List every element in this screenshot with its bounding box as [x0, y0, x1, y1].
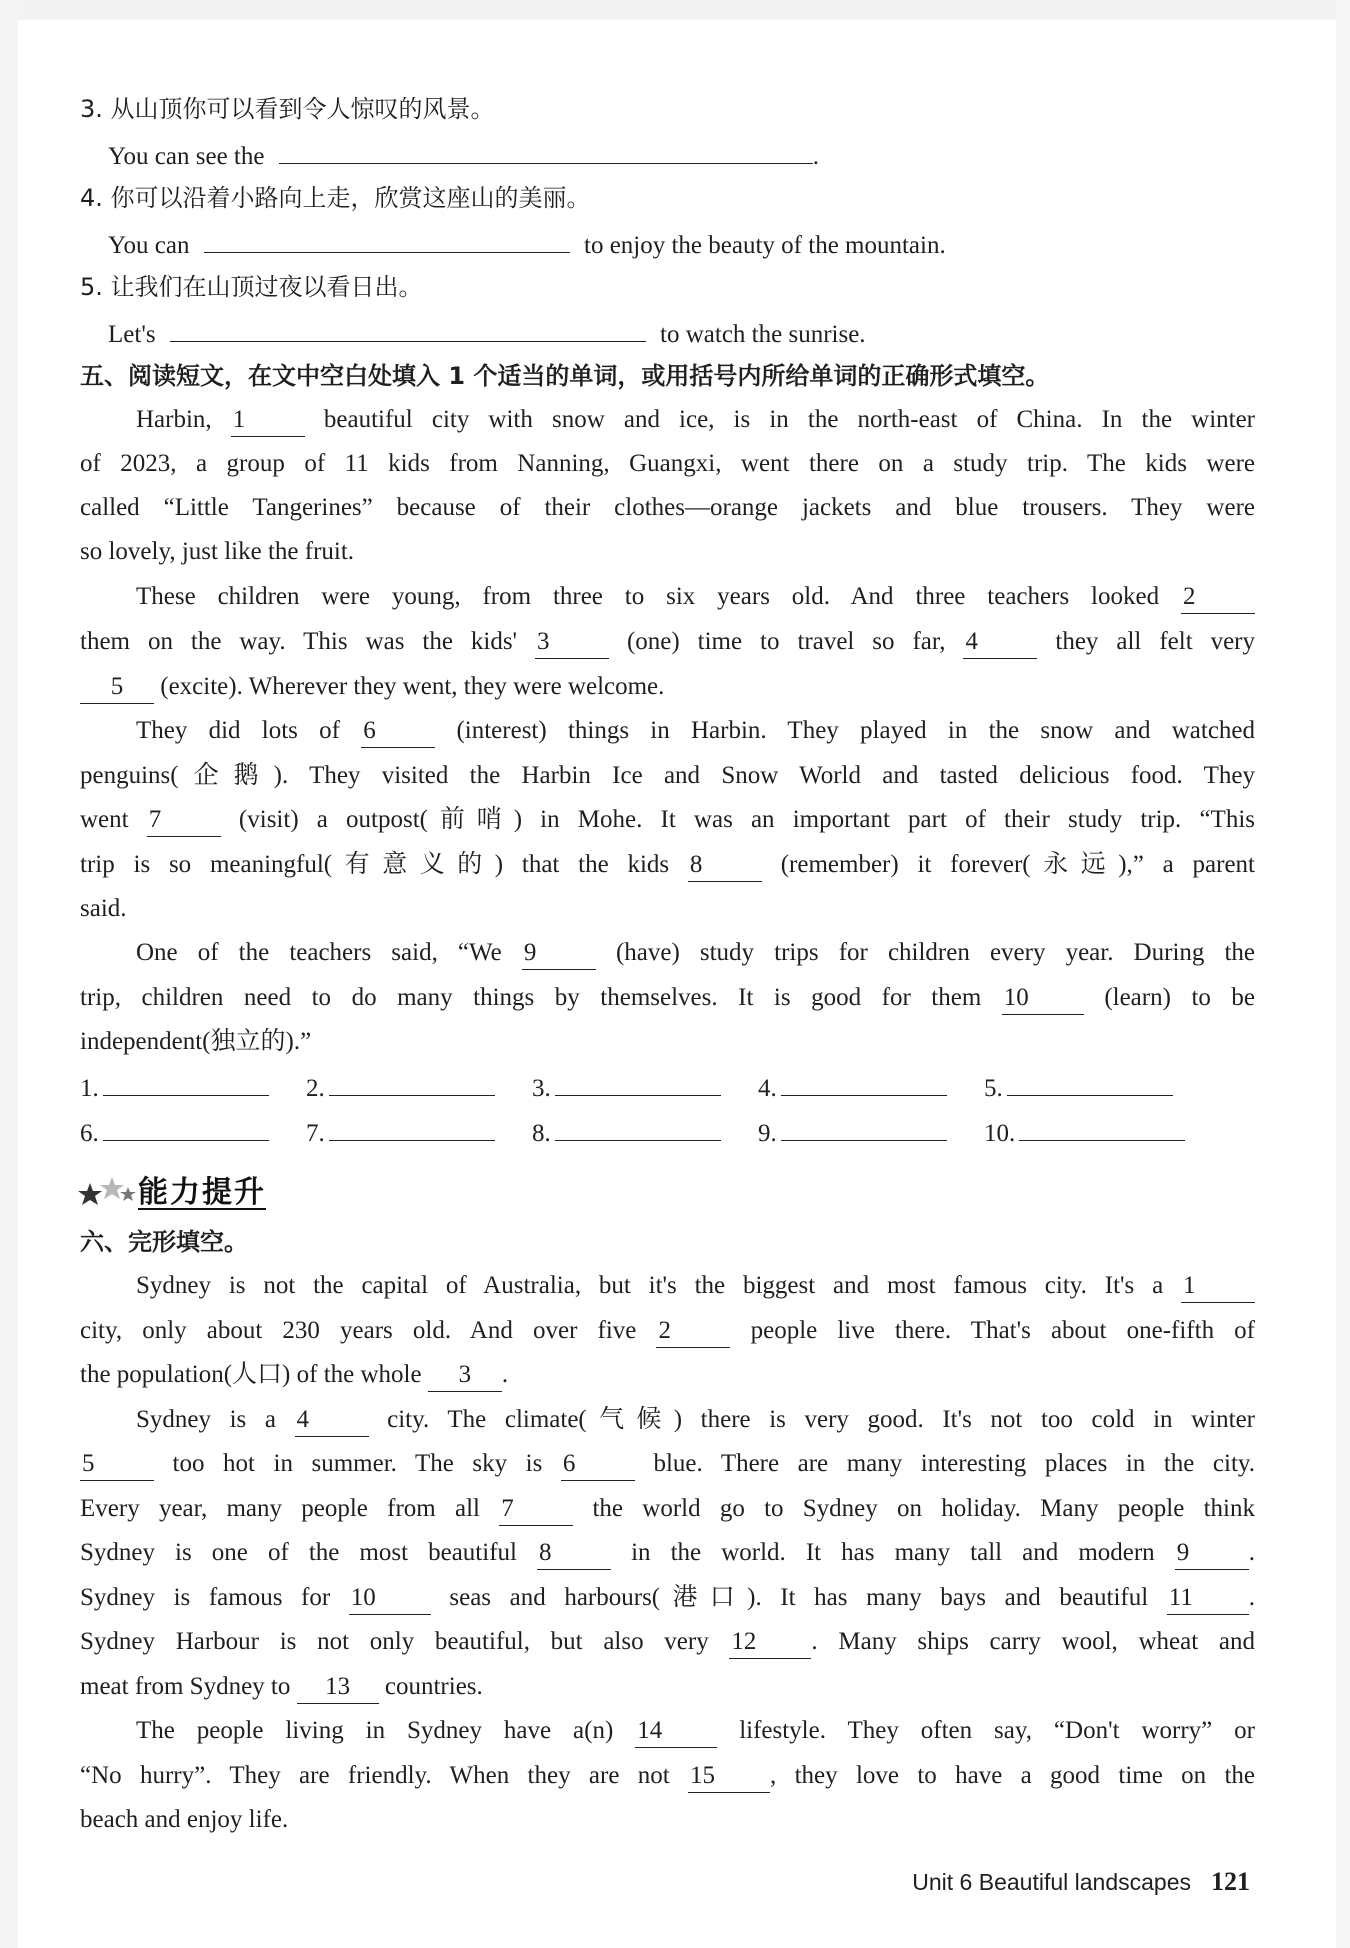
- cloze-blank-13[interactable]: 13: [297, 1671, 379, 1704]
- passage-blank-1[interactable]: 1: [231, 404, 305, 437]
- passage-line: trip is so meaningful(有意义的) that the kids 8 (remember) it forever(永远),” a parent: [80, 843, 1255, 887]
- unit-title: Unit 6 Beautiful landscapes: [912, 1869, 1191, 1895]
- passage-blank-9[interactable]: 9: [522, 937, 596, 970]
- answer-field[interactable]: [555, 1065, 721, 1096]
- cloze-blank-14[interactable]: 14: [635, 1715, 717, 1748]
- passage-line: 5 (excite). Wherever they went, they were welcome.: [80, 665, 1255, 709]
- cloze-blank-8[interactable]: 8: [537, 1537, 611, 1570]
- scan-edge: [1336, 0, 1350, 1948]
- scan-edge: [0, 0, 18, 1948]
- cloze-blank-1[interactable]: 1: [1181, 1270, 1255, 1303]
- translation-answer-line: You can to enjoy the beauty of the mountain.: [108, 220, 1283, 264]
- cloze-blank-12[interactable]: 12: [729, 1626, 811, 1659]
- cloze-blank-9[interactable]: 9: [1175, 1537, 1249, 1570]
- answer-field[interactable]: [1019, 1110, 1185, 1141]
- passage-line: city, only about 230 years old. And over five 2 people live there. That's about one-fifth of: [80, 1309, 1255, 1353]
- passage-line: Sydney Harbour is not only beautiful, but also very 12 . Many ships carry wool, wheat and: [80, 1620, 1255, 1664]
- passage-line: went 7 (visit) a outpost(前哨) in Mohe. It was an important part of their study trip. “This: [80, 798, 1255, 842]
- scan-edge: [0, 0, 1350, 20]
- passage-line: Sydney is one of the most beautiful 8 in the world. It has many tall and modern 9 .: [80, 1531, 1255, 1575]
- answer-row: 1. 2. 3. 4. 5.: [80, 1065, 1255, 1109]
- passage-blank-4[interactable]: 4: [963, 626, 1037, 659]
- stars-icon: [76, 1163, 140, 1209]
- passage-blank-2[interactable]: 2: [1181, 581, 1255, 614]
- cloze-blank-2[interactable]: 2: [656, 1315, 730, 1348]
- cloze-blank-6[interactable]: 6: [561, 1448, 635, 1481]
- passage-line: the population(人口) of the whole 3 .: [80, 1353, 1255, 1397]
- answer-field[interactable]: [781, 1110, 947, 1141]
- passage-line: Sydney is famous for 10 seas and harbours(港口). It has many bays and beautiful 11 .: [80, 1576, 1255, 1620]
- passage-line: them on the way. This was the kids' 3 (one) time to travel so far, 4 they all felt very: [80, 620, 1255, 664]
- passage-line: so lovely, just like the fruit.: [80, 538, 355, 565]
- passage-blank-5[interactable]: 5: [80, 671, 154, 704]
- section-heading: 六、完形填空。: [80, 1228, 248, 1256]
- section-banner: [76, 1163, 296, 1213]
- passage-line: penguins(企鹅). They visited the Harbin Ice and Snow World and tasted delicious food. They: [80, 762, 1255, 789]
- translation-answer-line: You can see the .: [108, 131, 1283, 175]
- passage-blank-3[interactable]: 3: [535, 626, 609, 659]
- cloze-blank-3[interactable]: 3: [428, 1359, 502, 1392]
- passage-line: of 2023, a group of 11 kids from Nanning, Guangxi, went there on a study trip. The kids were: [80, 450, 1255, 477]
- answer-field[interactable]: [103, 1110, 269, 1141]
- passage-blank-6[interactable]: 6: [361, 715, 435, 748]
- page-footer: [0, 1862, 1250, 1902]
- cloze-blank-10[interactable]: 10: [349, 1582, 431, 1615]
- page-number: 121: [1211, 1867, 1250, 1896]
- passage-line: called “Little Tangerines” because of their clothes—orange jackets and blue trousers. They were: [80, 494, 1255, 521]
- passage-line: Sydney is a 4 city. The climate(气候) there is very good. It's not too cold in winter: [80, 1398, 1255, 1442]
- answer-blank[interactable]: [170, 309, 646, 342]
- passage-line: Sydney is not the capital of Australia, but it's the biggest and most famous city. It's a 1: [80, 1264, 1255, 1308]
- translation-answer-line: Let's to watch the sunrise.: [108, 309, 1283, 353]
- answer-field[interactable]: [781, 1065, 947, 1096]
- passage-line: One of the teachers said, “We 9 (have) study trips for children every year. During the: [80, 931, 1255, 975]
- answer-field[interactable]: [1007, 1065, 1173, 1096]
- section-heading: 五、阅读短文，在文中空白处填入 1 个适当的单词，或用括号内所给单词的正确形式填空。: [80, 362, 1050, 390]
- cloze-blank-11[interactable]: 11: [1167, 1582, 1249, 1615]
- banner-title: 能力提升: [138, 1175, 266, 1210]
- passage-line: 5 too hot in summer. The sky is 6 blue. There are many interesting places in the city.: [80, 1442, 1255, 1486]
- passage-line: The people living in Sydney have a(n) 14 lifestyle. They often say, “Don't worry” or: [80, 1709, 1255, 1753]
- passage-blank-10[interactable]: 10: [1002, 982, 1084, 1015]
- answer-field[interactable]: [329, 1065, 495, 1096]
- answer-field[interactable]: [329, 1110, 495, 1141]
- passage-blank-7[interactable]: 7: [147, 804, 221, 837]
- passage-line: “No hurry”. They are friendly. When they are not 15 , they love to have a good time on the: [80, 1754, 1255, 1798]
- passage-line: Every year, many people from all 7 the world go to Sydney on holiday. Many people think: [80, 1487, 1255, 1531]
- answer-field[interactable]: [555, 1110, 721, 1141]
- cloze-blank-7[interactable]: 7: [499, 1493, 573, 1526]
- answer-blank[interactable]: [279, 131, 813, 164]
- cloze-blank-15[interactable]: 15: [688, 1760, 770, 1793]
- passage-blank-8[interactable]: 8: [688, 849, 762, 882]
- passage-line: Harbin, 1 beautiful city with snow and ice, is in the north-east of China. In the winter: [80, 398, 1255, 442]
- cloze-blank-5[interactable]: 5: [80, 1448, 154, 1481]
- answer-field[interactable]: [103, 1065, 269, 1096]
- answer-row: 6. 7. 8. 9. 10.: [80, 1110, 1255, 1154]
- passage-line: They did lots of 6 (interest) things in Harbin. They played in the snow and watched: [80, 709, 1255, 753]
- passage-line: trip, children need to do many things by themselves. It is good for them 10 (learn) to be: [80, 976, 1255, 1020]
- passage-line: said.: [80, 895, 127, 922]
- translation-prompt: 4. 你可以沿着小路向上走，欣赏这座山的美丽。: [80, 184, 591, 212]
- answer-blank[interactable]: [204, 220, 570, 253]
- translation-prompt: 5. 让我们在山顶过夜以看日出。: [80, 273, 423, 301]
- passage-line: beach and enjoy life.: [80, 1806, 289, 1833]
- translation-prompt: 3. 从山顶你可以看到令人惊叹的风景。: [80, 95, 495, 123]
- passage-line: These children were young, from three to six years old. And three teachers looked 2: [80, 575, 1255, 619]
- passage-line: independent(独立的).”: [80, 1028, 312, 1055]
- passage-line: meat from Sydney to 13 countries.: [80, 1665, 1255, 1709]
- cloze-blank-4[interactable]: 4: [295, 1404, 369, 1437]
